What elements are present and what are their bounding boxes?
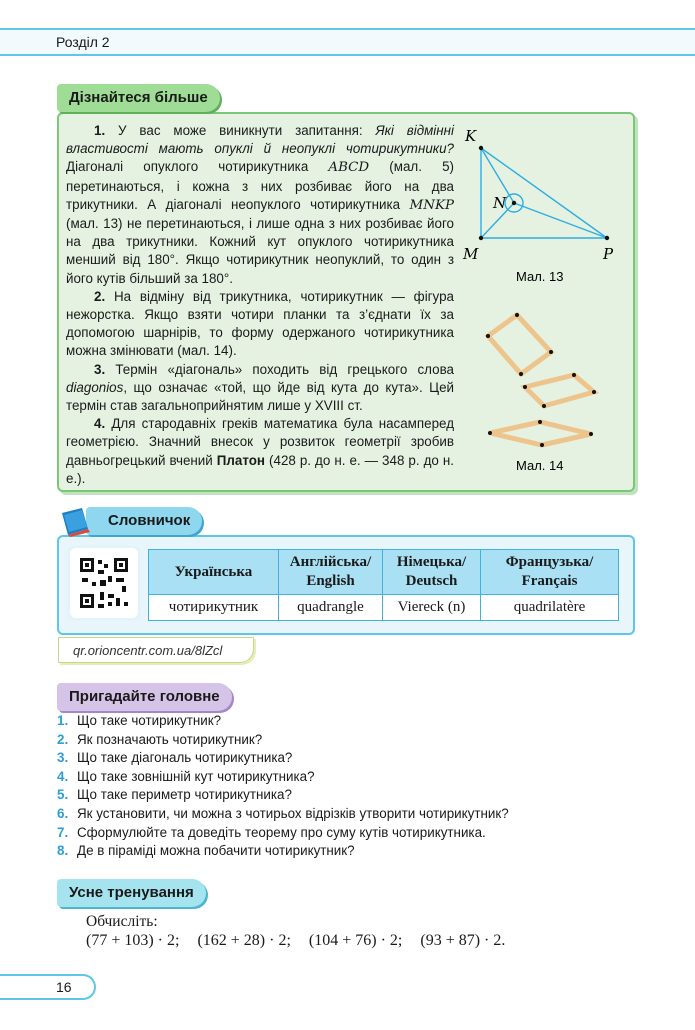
learn-more-text: [66, 122, 454, 488]
paragraph-1: 1. У вас може виникнути запитання: Які відмінні властивості мають опуклі й неопуклі чотирикутники? Діагоналі опуклого чотирикутника ABCD (мал. 5) перетинаються, і кожна з них розбиває його на два трикутники. А діагоналі неопуклого чотирикутника MNKP (мал. 13) не перетинаються, і лише одна з них розбиває його на два трикутники. Кожний кут опуклого чотирикутника менший від 180°. Якщо чотирикутник неопуклий, то один з його кутів більший за 180°.: [66, 123, 455, 286]
figure-13-caption: Мал. 13: [516, 269, 564, 284]
figure-14: [480, 306, 610, 476]
list-item: 6. Як установити, чи можна з чотирьох відрізків утворити чотирикутник?: [57, 805, 509, 821]
book-icon: [60, 505, 100, 537]
header-bar: [0, 28, 695, 56]
page-number-box: [0, 974, 96, 1000]
expression: (104 + 76) · 2;: [308, 932, 403, 949]
section-label: Розділ 2: [56, 34, 110, 50]
word-english: quadrangle: [279, 595, 383, 621]
word-french: quadrilatère: [481, 595, 619, 621]
expression: (162 + 28) · 2;: [197, 932, 291, 949]
vertex-n: N: [493, 194, 507, 212]
glossary-row: [149, 595, 619, 621]
recall-title: Пригадайте головне: [57, 683, 232, 711]
vertex-m: M: [463, 245, 479, 263]
glossary-header-row: [149, 550, 619, 595]
list-item: 5. Що таке периметр чотирикутника?: [57, 787, 292, 803]
list-item: 8. Де в піраміді можна побачити чотирикутник?: [57, 843, 355, 859]
oral-task: Обчисліть:: [86, 913, 158, 930]
header-german: Німецька/ Deutsch: [383, 550, 481, 595]
figure-13: [460, 124, 630, 284]
vertex-p: P: [603, 245, 614, 263]
learn-more-title: Дізнайтеся більше: [57, 84, 220, 112]
list-item: 1. Що таке чотирикутник?: [57, 713, 222, 728]
paragraph-2: 2. На відміну від трикутника, чотирикутник — фігура нежорстка. Якщо взяти чотири планки та з’єднати їх за допомогою шарнірів, то форму одержаного чотирикутника можна змінювати (мал. 14).: [66, 288, 454, 359]
list-item: 2. Як позначають чотирикутник?: [57, 731, 263, 747]
figure-14-caption: Мал. 14: [516, 458, 564, 473]
header-english: Англійська/ English: [279, 550, 383, 595]
expression: (77 + 103) · 2;: [86, 932, 180, 949]
list-item: 3. Що таке діагональ чотирикутника?: [57, 750, 293, 766]
word-german: Viereck (n): [383, 595, 481, 621]
list-item: 7. Сформулюйте та доведіть теорему про суму кутів чотирикутника.: [57, 824, 486, 840]
qr-url-link[interactable]: qr.orioncentr.com.ua/8lZcl: [58, 637, 254, 663]
oral-expressions: [86, 932, 519, 950]
header-ukrainian: Українська: [149, 550, 279, 595]
vertex-k: K: [465, 127, 477, 145]
qr-code-icon: [70, 548, 138, 618]
glossary-title: Словничок: [86, 507, 202, 535]
expression: (93 + 87) · 2.: [420, 932, 506, 949]
header-french: Французька/ Français: [481, 550, 619, 595]
word-ukrainian: чотирикутник: [149, 595, 279, 621]
oral-title: Усне тренування: [57, 879, 206, 907]
paragraph-3: 3. Термін «діагональ» походить від грецького слова diagonios, що означає «той, що йде від кута до кута». Цей термін став загальноприйнятим лише у XVIII ст.: [66, 361, 454, 414]
qr-code[interactable]: [70, 548, 138, 618]
paragraph-4: 4. Для стародавніх греків математика була насамперед геометрією. Значний внесок у розвиток геометрії зробив давньогрецький вчений Платон (428 р. до н. е. — 348 р. до н. е.).: [66, 416, 455, 486]
recall-list: [57, 712, 509, 861]
list-item: 4. Що таке зовнішній кут чотирикутника?: [57, 768, 315, 784]
page-number: 16: [56, 979, 72, 995]
glossary-table: [148, 549, 619, 621]
